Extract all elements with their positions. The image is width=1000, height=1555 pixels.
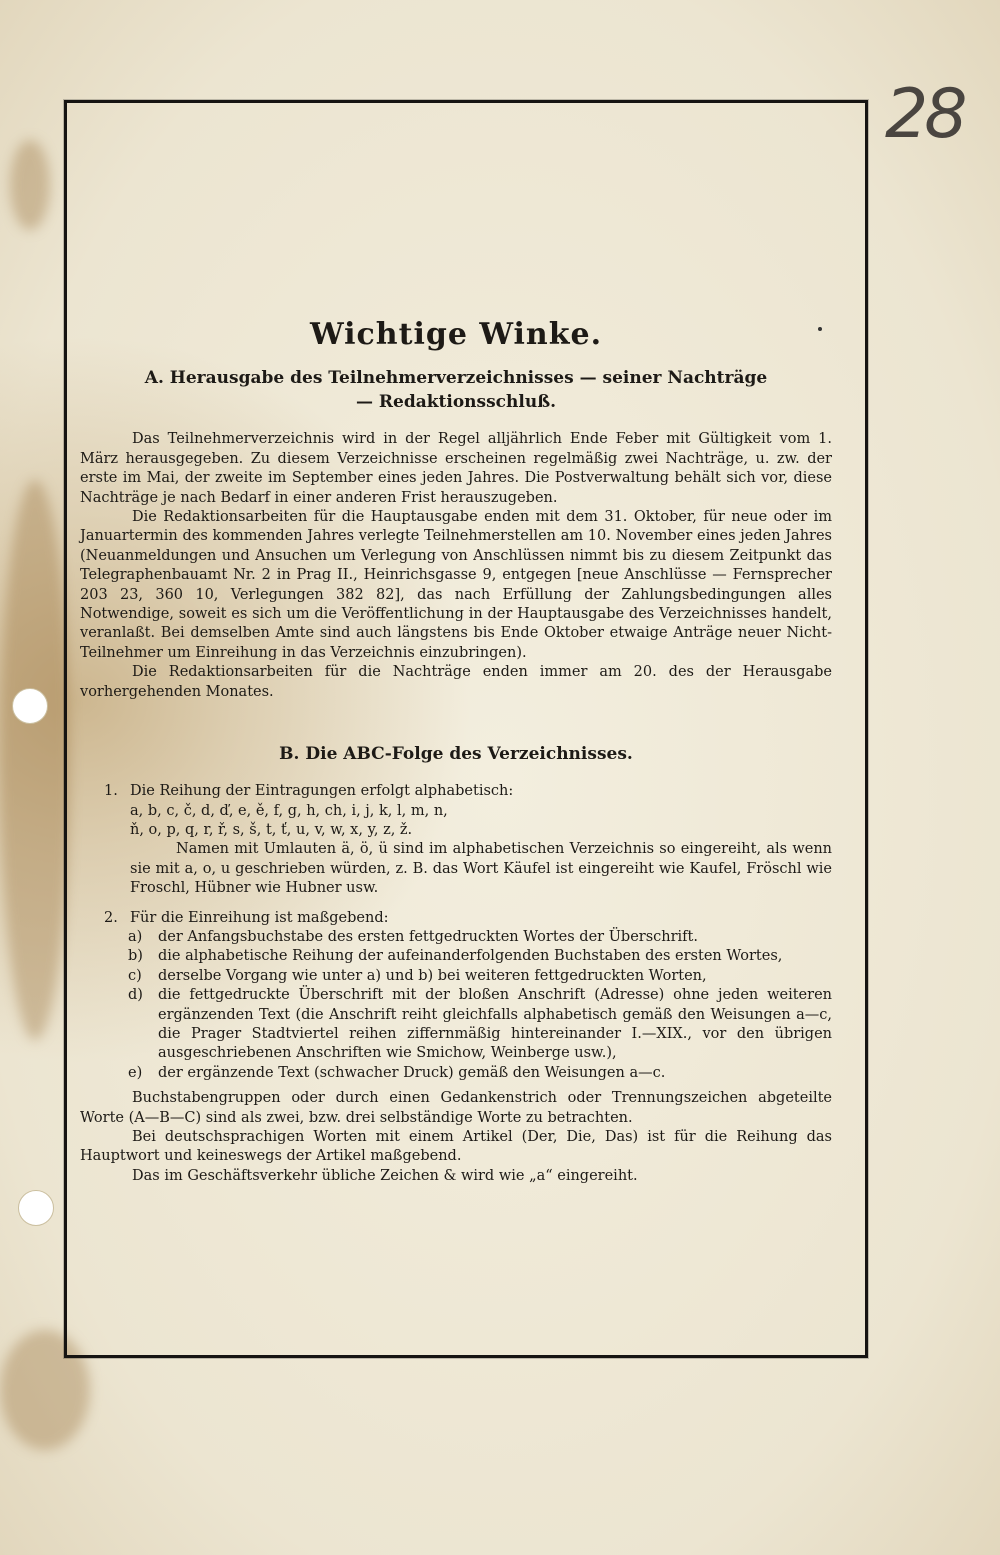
- sub-item-text: derselbe Vorgang wie unter a) und b) bei weiteren fettgedruckten Worten,: [158, 967, 707, 984]
- section-b-heading: B. Die ABC-Folge des Verzeichnisses.: [279, 744, 633, 765]
- sub-item: [128, 947, 832, 966]
- item-number: 2.: [104, 909, 118, 926]
- document-body: [80, 317, 832, 1186]
- item-text: Die Reihung der Eintragungen erfolgt alphabetisch:: [130, 783, 514, 800]
- sub-item: [128, 986, 832, 1064]
- sub-item-text: die alphabetische Reihung der aufeinanderfolgenden Buchstaben des ersten Wortes,: [158, 948, 783, 965]
- section-a-paragraph: Das Teilnehmerverzeichnis wird in der Regel alljährlich Ende Feber mit Gültigkeit vom 1. März herausgegeben. Zu diesem Verzeichnisse erscheinen regelmäßig zwei Nachträge, u. zw. der erste im Mai, der zweite im September eines jeden Jahres. Die Postverwaltung behält sich vor, diese Nachträge je nach Bedarf in einer anderen Frist herauszugeben.: [80, 431, 832, 506]
- punch-hole: [18, 1190, 54, 1226]
- section-a-paragraph: Die Redaktionsarbeiten für die Nachträge enden immer am 20. des der Herausgabe vorhergehenden Monates.: [80, 664, 832, 700]
- sub-item-label: d): [128, 987, 143, 1004]
- sub-item: [128, 967, 832, 986]
- sub-item: [128, 1064, 832, 1083]
- closing-paragraph: Bei deutschsprachigen Worten mit einem Artikel (Der, Die, Das) ist für die Reihung das Hauptwort und keineswegs der Artikel maßgebend.: [80, 1129, 832, 1165]
- list-item: [104, 782, 832, 801]
- section-a-heading: A. Herausgabe des Teilnehmerverzeichnisses — seiner Nachträge — Redaktionsschluß.: [144, 368, 768, 413]
- sub-item-label: e): [128, 1064, 143, 1081]
- water-stain: [10, 140, 50, 230]
- sub-item-label: b): [128, 948, 143, 965]
- sub-item-text: der Anfangsbuchstabe des ersten fettgedruckten Wortes der Überschrift.: [158, 928, 698, 945]
- sub-item-label: c): [128, 967, 142, 984]
- sub-item: [128, 928, 832, 947]
- alphabet-line: ň, o, p, q, r, ř, s, š, t, ť, u, v, w, x, y, z, ž.: [130, 821, 413, 838]
- water-stain: [0, 480, 70, 1040]
- item-text: Für die Einreihung ist maßgebend:: [130, 909, 389, 926]
- item-number: 1.: [104, 783, 118, 800]
- closing-paragraph: Das im Geschäftsverkehr übliche Zeichen & wird wie „a“ eingereiht.: [132, 1167, 638, 1184]
- alphabet-line: a, b, c, č, d, ď, e, ě, f, g, h, ch, i, j, k, l, m, n,: [130, 802, 448, 819]
- section-a-paragraph: Die Redaktionsarbeiten für die Hauptausgabe enden mit dem 31. Oktober, für neue oder im Januartermin des kommenden Jahres verlegte Teilnehmerstellen am 10. November eines jeden Jahres (Neuanmeldungen und Ansuchen um Verlegung von Anschlüssen nimmt bis zu diesem Zeitpunkt das Telegraphenbauamt Nr. 2 in Prag II., Heinrichsgasse 9, entgegen [neue Anschlüsse — Fernsprecher 203 23, 360 10, Verlegungen 382 82], das nach Erfüllung der Zahlungsbedingungen alles Notwendige, soweit es sich um die Veröffentlichung in der Hauptausgabe des Verzeichnisses handelt, veranlaßt. Bei demselben Amte sind auch längstens bis Ende Oktober etwaige Anträge neuer Nicht-Teilnehmer um Einreihung in das Verzeichnis einzubringen).: [80, 509, 832, 661]
- page-title: Wichtige Winke.: [309, 317, 603, 352]
- umlaut-note: Namen mit Umlauten ä, ö, ü sind im alphabetischen Verzeichnis so eingereiht, als wenn sie mit a, o, u geschrieben würden, z. B. das Wort Käufel ist eingereiht wie Kaufel, Fröschl wie Froschl, Hübner wie Hubner usw.: [130, 841, 832, 897]
- closing-paragraph: Buchstabengruppen oder durch einen Gedankenstrich oder Trennungszeichen abgeteilte Worte (A—B—C) sind als zwei, bzw. drei selbständige Worte zu betrachten.: [80, 1090, 832, 1126]
- sub-item-text: der ergänzende Text (schwacher Druck) gemäß den Weisungen a—c.: [158, 1064, 666, 1081]
- list-item: [104, 909, 832, 928]
- sub-item-label: a): [128, 928, 143, 945]
- sub-item-text: die fettgedruckte Überschrift mit der bloßen Anschrift (Adresse) ohne jeden weiteren ergänzenden Text (die Anschrift reiht gleichfalls alphabetisch gemäß den Weisungen a—c, die Prager Stadtviertel reihen ziffernmäßig hintereinander I.—XIX., vor den übrigen ausgeschriebenen Anschriften wie Smichow, Weinberge usw.),: [158, 987, 832, 1062]
- handwritten-page-number: 28: [885, 75, 964, 154]
- punch-hole: [12, 688, 48, 724]
